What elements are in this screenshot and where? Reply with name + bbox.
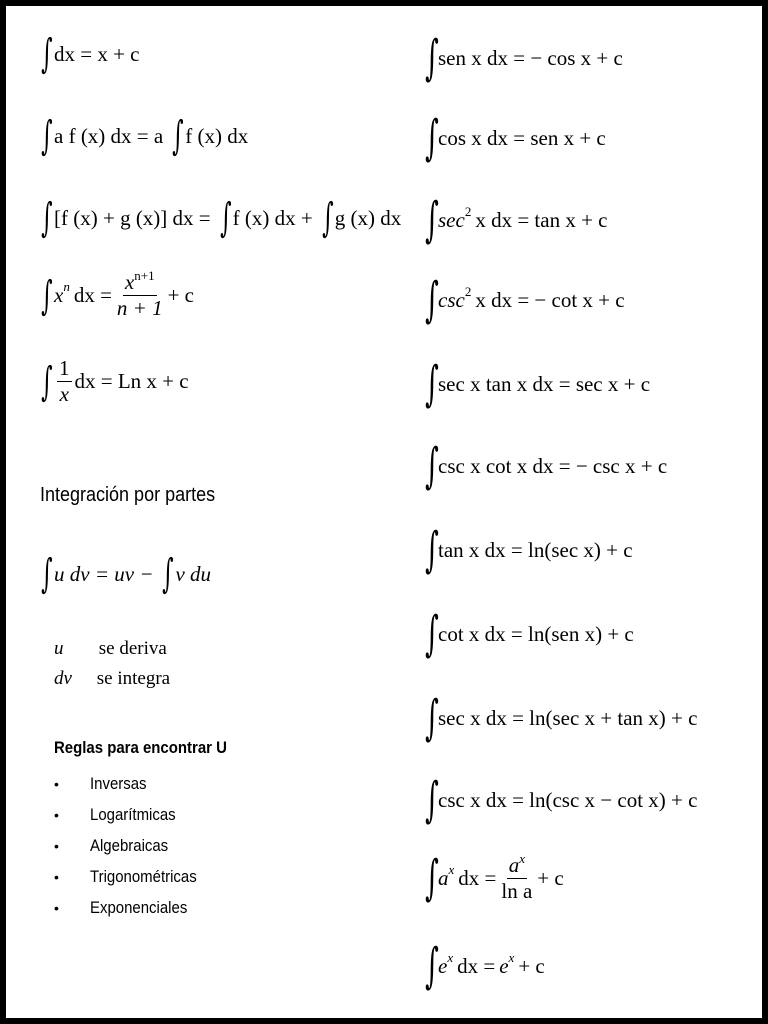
bullet-icon: • (54, 837, 59, 854)
power-exponent: n (63, 279, 70, 294)
formula-constant-multiple (38, 113, 249, 159)
formula-text: tan x dx = ln(sec x) + c (438, 537, 633, 562)
formula-text: sen x dx = − cos x + c (438, 45, 623, 70)
integral-sign: ∫ (425, 938, 439, 994)
integral-sign: ∫ (41, 272, 53, 319)
formula-text: g (x) dx (334, 205, 402, 230)
integral-sign: ∫ (425, 522, 439, 578)
formula-cot (422, 606, 634, 662)
integral-sign: ∫ (425, 850, 439, 906)
u-description: se deriva (98, 638, 167, 659)
integral-sign: ∫ (219, 195, 232, 241)
power-base: a (438, 865, 449, 890)
power-base: x (54, 283, 64, 307)
denominator: ln a (501, 878, 533, 903)
integral-sign: ∫ (425, 438, 439, 494)
formula-text: v du (175, 561, 212, 586)
formula-text: f (x) dx + (232, 205, 313, 230)
formula-tan (422, 522, 633, 578)
formula-exponential-a (422, 850, 564, 906)
u-symbol: u (54, 638, 64, 659)
integral-sign: ∫ (425, 110, 439, 166)
integral-sign: ∫ (172, 113, 184, 159)
numerator-exponent: x (519, 850, 525, 866)
formula-text: sec (438, 207, 465, 232)
integral-sign: ∫ (41, 358, 53, 405)
power-exponent: x (447, 949, 454, 965)
formula-sin (422, 30, 623, 86)
rules-list (54, 768, 211, 923)
formula-text: x dx = tan x + c (475, 207, 608, 232)
result-exponent: x (508, 949, 515, 965)
formula-sec (422, 690, 698, 746)
formula-cos (422, 110, 606, 166)
integral-sign: ∫ (425, 30, 439, 86)
integral-sign: ∫ (425, 272, 439, 328)
list-item: • Algebraicas (54, 835, 169, 855)
formula-text: csc x cot x dx = − csc x + c (438, 453, 668, 478)
integral-sign: ∫ (425, 356, 439, 412)
rules-title: Reglas para encontrar U (54, 738, 227, 757)
numerator: 1 (59, 356, 70, 380)
formula-text: csc x dx = ln(csc x − cot x) + c (438, 787, 698, 812)
numerator-base: a (508, 852, 520, 877)
formula-text: f (x) dx (185, 123, 249, 148)
formula-integral-dx (38, 31, 140, 77)
dv-definition (54, 668, 170, 690)
exponent: 2 (464, 203, 472, 219)
formula-reciprocal (38, 358, 189, 405)
u-definition (54, 638, 167, 660)
formula-sec-tan (422, 356, 651, 412)
power-exponent: x (448, 861, 455, 877)
denominator: n + 1 (116, 296, 163, 320)
power-base: e (438, 953, 448, 978)
fraction (499, 850, 534, 903)
dv-description: se integra (96, 668, 171, 689)
formula-text: dx = Ln x + c (74, 369, 189, 393)
formula-text: sec x dx = ln(sec x + tan x) + c (438, 705, 698, 730)
integral-sign: ∫ (425, 192, 439, 248)
exponent: 2 (464, 283, 472, 299)
fraction (57, 358, 72, 405)
integral-sign: ∫ (425, 606, 439, 662)
formula-text: + c (537, 865, 564, 890)
list-item: • Trigonométricas (54, 866, 197, 886)
formula-text: u dv = uv − (54, 561, 154, 586)
formula-power-rule (38, 268, 195, 320)
dv-symbol: dv (54, 668, 72, 689)
numerator-base: x (124, 270, 135, 294)
bullet-icon: • (54, 806, 59, 823)
numerator-exponent: n+1 (134, 268, 155, 283)
denominator: x (59, 382, 69, 406)
list-item: • Exponenciales (54, 897, 188, 917)
formula-text: dx = (458, 865, 497, 890)
formula-text: x dx = − cot x + c (475, 287, 625, 312)
formula-sec-squared (422, 192, 608, 248)
integral-sign: ∫ (425, 772, 439, 828)
fraction (115, 268, 165, 320)
integral-sign: ∫ (425, 690, 439, 746)
integral-sign: ∫ (41, 31, 53, 77)
formula-text: dx = (457, 953, 496, 978)
formula-text: sec x tan x dx = sec x + c (438, 371, 651, 396)
integral-sign: ∫ (162, 551, 175, 597)
formula-text: dx = x + c (54, 41, 140, 66)
bullet-icon: • (54, 868, 59, 885)
list-item: • Logarítmicas (54, 804, 176, 824)
formula-text: dx = (73, 283, 112, 307)
result-base: e (499, 953, 509, 978)
formula-text: + c (518, 953, 545, 978)
formula-text: cos x dx = sen x + c (438, 125, 606, 150)
formula-text: a f (x) dx = a (54, 123, 164, 148)
integral-sign: ∫ (41, 195, 53, 241)
section-heading-parts: Integración por partes (40, 484, 216, 506)
formula-csc (422, 772, 698, 828)
formula-csc-cot (422, 438, 668, 494)
formula-exponential-e (422, 938, 545, 994)
formula-text: csc (438, 287, 465, 312)
formula-text: + c (167, 283, 195, 307)
formula-text: [f (x) + g (x)] dx = (54, 205, 211, 230)
bullet-icon: • (54, 899, 59, 916)
formula-sum-rule (38, 195, 402, 241)
list-item: • Inversas (54, 773, 147, 793)
bullet-icon: • (54, 775, 59, 792)
formula-sheet (6, 6, 762, 1018)
integral-sign: ∫ (41, 551, 53, 597)
integral-sign: ∫ (321, 195, 334, 241)
formula-text: cot x dx = ln(sen x) + c (438, 621, 634, 646)
integral-sign: ∫ (41, 113, 53, 159)
formula-integration-by-parts (38, 551, 212, 597)
formula-csc-squared (422, 272, 625, 328)
